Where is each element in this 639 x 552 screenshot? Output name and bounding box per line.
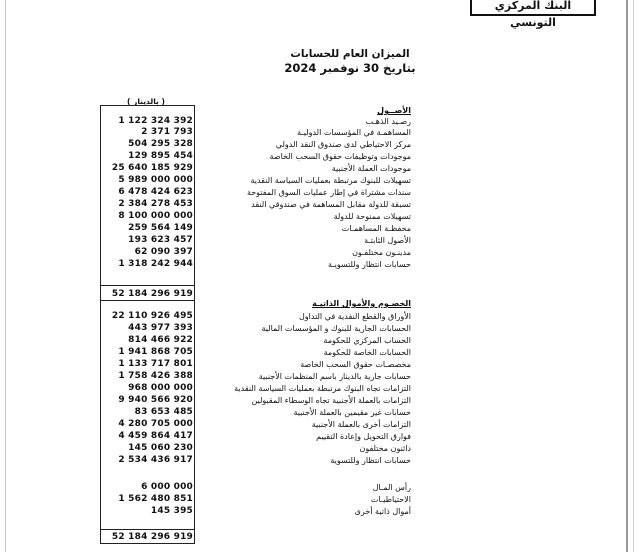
assets-total-rule-top <box>100 285 195 286</box>
liability-row-label: الحسابات الخاصة للحكومة <box>323 348 411 357</box>
asset-row-value: 25 640 185 929 <box>111 163 193 173</box>
document-date: بتاريخ 30 نوفمبر 2024 <box>284 61 416 75</box>
asset-row-value: 62 090 397 <box>134 247 193 257</box>
liability-row-label: التزامات أخرى بالعملة الأجنبية <box>311 420 411 429</box>
liability-row-value: 22 110 926 495 <box>111 311 193 321</box>
asset-row-value: 504 295 328 <box>128 139 193 149</box>
liabilities-total-rule-bottom <box>100 543 195 544</box>
equity-row-label: الاحتياطيـات <box>370 495 411 504</box>
asset-row-label: مدينـون مختلفـون <box>352 248 411 257</box>
asset-row-value: 6 478 424 623 <box>118 187 193 197</box>
asset-row-value: 2 371 793 <box>141 127 193 137</box>
liability-row-value: 1 941 868 705 <box>118 347 193 357</box>
asset-row-label: حسابات انتظار وللتسويـة <box>327 260 411 269</box>
liability-row-label: التزامات تجاه البنوك مرتبطة بعمليات السياسة النقدية <box>234 384 411 393</box>
liability-row-value: 1 758 426 388 <box>118 371 193 381</box>
asset-row-value: 129 895 454 <box>128 151 193 161</box>
equity-row-value: 145 395 <box>150 506 193 516</box>
amount-column-top-rule <box>100 105 195 106</box>
asset-row-label: محفظـة المساهمـات <box>341 224 411 233</box>
liability-row-label: حسابات انتظار وللتسوية <box>330 456 411 465</box>
asset-row-label: المساهمـة في المؤسسات الدوليـة <box>297 128 411 137</box>
document-title: الميزان العام للحسابات <box>290 48 410 60</box>
equity-row-value: 1 562 480 851 <box>118 494 193 504</box>
liability-row-value: 1 133 717 801 <box>118 359 193 369</box>
liability-row-label: مخصصـات حقوق السحب الخاصة <box>300 360 411 369</box>
liability-row-label: حسابات غير مقيمين بالعملة الأجنبية <box>293 408 411 417</box>
asset-row-value: 193 623 457 <box>128 235 193 245</box>
asset-row-value: 5 989 000 000 <box>118 175 193 185</box>
liability-row-value: 9 940 566 920 <box>118 395 193 405</box>
asset-row-label: الأصول الثابتـة <box>364 236 411 245</box>
liability-row-label: الحساب المركزي للحكومة <box>323 336 411 345</box>
assets-total-rule-bottom <box>100 300 195 301</box>
frame-right-border <box>626 0 628 552</box>
liability-row-value: 83 653 485 <box>134 407 193 417</box>
liabilities-heading: الخصـوم والأموال الذاتيـة <box>312 299 411 308</box>
currency-unit: ( بالدينار ) <box>127 97 165 106</box>
liability-row-label: التزامات بالعملة الأجنبية تجاه الوسطاء المقبولين <box>251 396 411 405</box>
asset-row-value: 1 122 324 392 <box>118 116 193 126</box>
liability-row-label: حسابات جارية بالدينار باسم المنظمات الأجنبية <box>258 372 411 381</box>
liability-row-label: دائنون مختلفون <box>359 444 411 453</box>
liability-row-value: 814 466 922 <box>128 335 193 345</box>
frame-left-border <box>5 0 6 552</box>
asset-row-value: 259 564 149 <box>128 223 193 233</box>
liability-row-label: الحسابات الجارية للبنوك و المؤسسات المالية <box>261 324 411 333</box>
frame-right-border-outer <box>633 0 634 552</box>
asset-row-label: تسهيلات ممنوحة للدولة <box>333 212 411 221</box>
liability-row-label: فوارق التحويل وإعادة التقييم <box>316 432 411 441</box>
asset-row-label: مركز الاحتياطي لدى صندوق النقد الدولي <box>275 140 411 149</box>
assets-total: 52 184 296 919 <box>111 289 193 299</box>
asset-row-label: موجودات وتوظيفات حقوق السحب الخاصة <box>269 152 411 161</box>
asset-row-value: 8 100 000 000 <box>118 211 193 221</box>
asset-row-value: 1 318 242 944 <box>118 259 193 269</box>
liability-row-label: الأوراق والقطع النقدية في التداول <box>298 312 411 321</box>
bank-name-box: البنك المركزي التونسي <box>470 0 596 16</box>
assets-heading: الأصــول <box>377 106 411 115</box>
liabilities-total: 52 184 296 919 <box>111 532 193 542</box>
asset-row-label: موجودات العملة الأجنبية <box>331 164 411 173</box>
equity-row-value: 6 000 000 <box>141 482 193 492</box>
liability-row-value: 443 977 393 <box>128 323 193 333</box>
liability-row-value: 968 000 000 <box>128 383 193 393</box>
asset-row-label: رصـيد الذهـب <box>365 117 411 126</box>
liability-row-value: 4 459 864 417 <box>118 431 193 441</box>
liability-row-value: 145 060 230 <box>128 443 193 453</box>
equity-row-label: أموال ذاتية أخرى <box>354 507 411 516</box>
asset-row-label: تسبقة للدولة مقابل المساهمة في صندوقي النقد <box>251 200 411 209</box>
asset-row-label: سندات مشتراة في إطار عمليات السوق المفتوحة <box>246 188 411 197</box>
liabilities-total-rule-top <box>100 529 195 530</box>
liability-row-value: 4 280 705 000 <box>118 419 193 429</box>
asset-row-value: 2 384 278 453 <box>118 199 193 209</box>
asset-row-label: تسهيلات للبنوك مرتبطة بعمليات السياسة النقدية <box>250 176 411 185</box>
equity-row-label: رأس المـال <box>372 483 411 492</box>
liability-row-value: 2 534 436 917 <box>118 455 193 465</box>
